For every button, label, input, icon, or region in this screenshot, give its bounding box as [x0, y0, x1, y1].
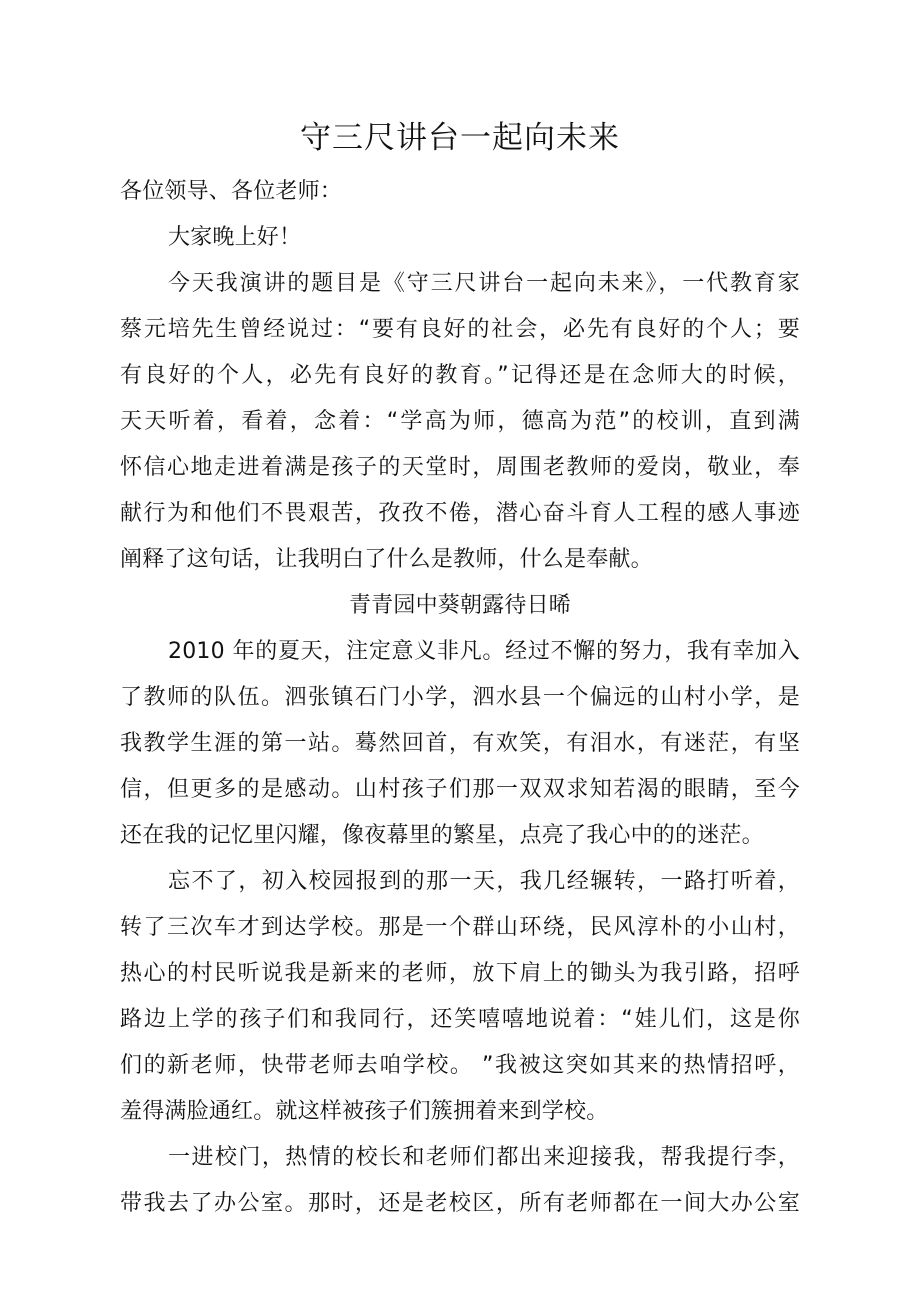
paragraph-line: 热心的村民听说我是新来的老师，放下肩上的锄头为我引路，招呼 — [120, 961, 800, 986]
document-body — [120, 169, 800, 1227]
paragraph-2010 — [120, 629, 800, 859]
paragraph-intro — [120, 261, 800, 583]
paragraph-line: 还在我的记忆里闪耀，像夜幕里的繁星，点亮了我心中的的迷茫。 — [120, 823, 764, 848]
section-heading: 青青园中葵朝露待日晞 — [348, 593, 571, 618]
paragraph-line: 了教师的队伍。泗张镇石门小学，泗水县一个偏远的山村小学，是 — [120, 685, 800, 710]
paragraph-line: 带我去了办公室。那时，还是老校区，所有老师都在一间大办公室 — [120, 1191, 800, 1216]
paragraph-line: 怀信心地走进着满是孩子的天堂时，周围老教师的爱岗，敬业，奉 — [120, 455, 800, 480]
paragraph-line: 路边上学的孩子们和我同行，还笑嘻嘻地说着：“娃儿们，这是你 — [120, 1007, 800, 1032]
salutation: 各位领导、各位老师： — [120, 179, 343, 204]
paragraph-line: 们的新老师，快带老师去咱学校。 ”我被这突如其来的热情招呼， — [120, 1053, 800, 1078]
greeting: 大家晚上好！ — [168, 225, 302, 250]
paragraph-line: 忘不了，初入校园报到的那一天，我几经辗转，一路打听着， — [168, 869, 800, 894]
paragraph-line: 羞得满脸通红。就这样被孩子们簇拥着来到学校。 — [120, 1099, 609, 1124]
document-title: 守三尺讲台一起向未来 — [300, 120, 620, 156]
paragraph-line: 阐释了这句话，让我明白了什么是教师，什么是奉献。 — [120, 547, 653, 572]
paragraph-line: 天天听着，看着，念着：“学高为师，德高为范”的校训，直到满 — [120, 409, 800, 434]
paragraph-line: 献行为和他们不畏艰苦，孜孜不倦，潜心奋斗育人工程的感人事迹 — [120, 501, 800, 526]
paragraph-line: 转了三次车才到达学校。那是一个群山环绕，民风淳朴的小山村， — [120, 915, 800, 940]
paragraph-line: 蔡元培先生曾经说过：“要有良好的社会，必先有良好的个人；要 — [120, 317, 800, 342]
paragraph-line: 我教学生涯的第一站。蓦然回首，有欢笑，有泪水，有迷茫，有坚 — [120, 731, 800, 756]
paragraph-line: 一进校门，热情的校长和老师们都出来迎接我，帮我提行李， — [168, 1145, 800, 1170]
paragraph-school-gate — [120, 1135, 800, 1227]
paragraph-line: 2010 年的夏天，注定意义非凡。经过不懈的努力，我有幸加入 — [168, 639, 800, 664]
paragraph-line: 有良好的个人，必先有良好的教育。”记得还是在念师大的时候， — [120, 363, 800, 388]
paragraph-line: 信，但更多的是感动。山村孩子们那一双双求知若渴的眼睛，至今 — [120, 777, 800, 802]
paragraph-first-day — [120, 859, 800, 1135]
paragraph-line: 今天我演讲的题目是《守三尺讲台一起向未来》，一代教育家 — [168, 271, 800, 296]
